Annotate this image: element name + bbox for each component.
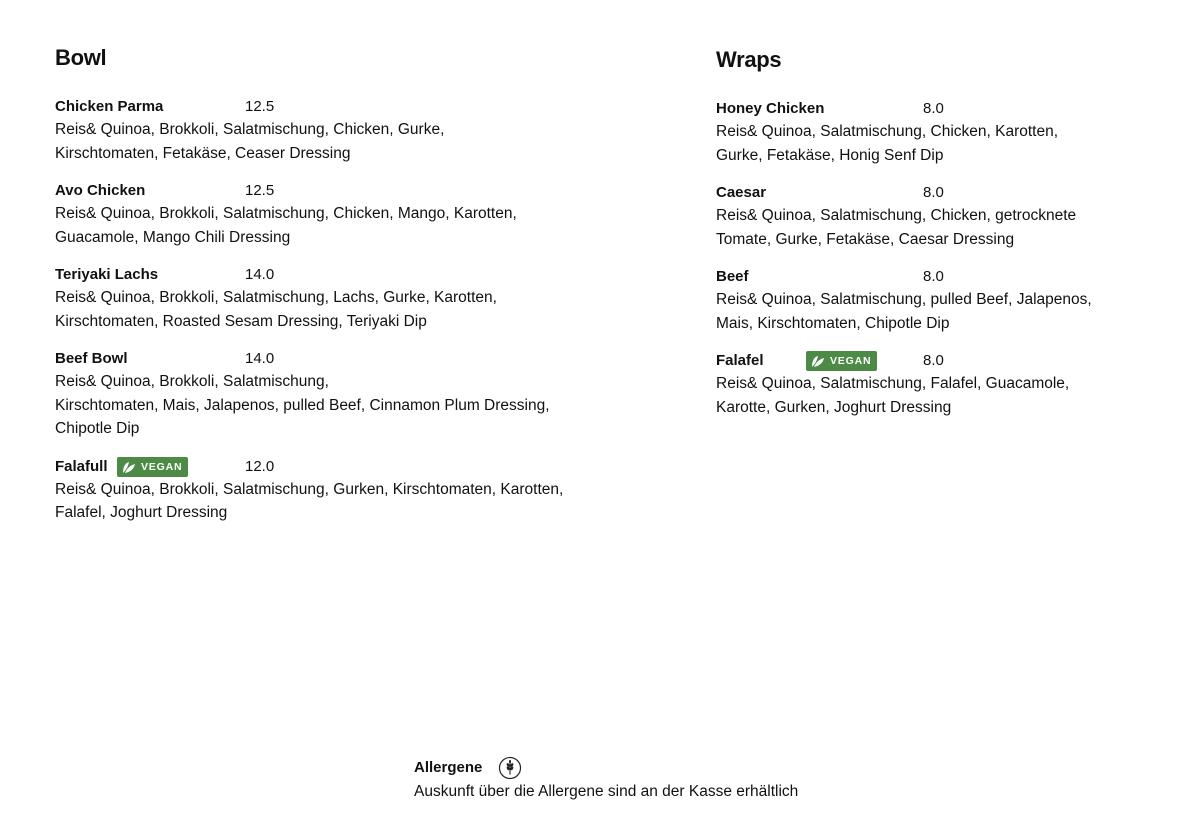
item-name: Beef — [716, 268, 749, 285]
item-name: Teriyaki Lachs — [55, 266, 159, 283]
vegan-badge-label: VEGAN — [141, 460, 183, 473]
item-description — [55, 370, 615, 441]
section-title-bowl: Bowl — [55, 45, 107, 70]
item-price: 12.0 — [245, 457, 275, 475]
description-line: Guacamole, Mango Chili Dressing — [55, 228, 291, 246]
menu-item-beef-bowl — [55, 348, 615, 441]
item-name: Chicken Parma — [55, 98, 164, 115]
description-line: Reis& Quinoa, Brokkoli, Salatmischung, Chicken, Mango, Karotten, — [55, 205, 517, 222]
description-line: Reis& Quinoa, Brokkoli, Salatmischung, Lachs, Gurke, Karotten, — [55, 289, 497, 306]
description-line: Reis& Quinoa, Salatmischung, Falafel, Guacamole, — [716, 375, 1070, 392]
item-description — [55, 286, 615, 333]
description-line: Gurke, Fetakäse, Honig Senf Dip — [716, 146, 944, 164]
menu-item-falafel — [716, 350, 1156, 419]
wraps-section — [716, 44, 1156, 434]
item-price: 8.0 — [923, 352, 944, 369]
item-name: Avo Chicken — [55, 182, 146, 199]
vegan-badge — [806, 351, 877, 371]
item-description — [716, 120, 1156, 167]
grain-icon — [498, 756, 522, 780]
item-price: 8.0 — [923, 184, 944, 201]
description-line: Reis& Quinoa, Brokkoli, Salatmischung, Chicken, Gurke, — [55, 121, 445, 138]
menu-item-avo-chicken — [55, 180, 615, 249]
menu-item-falafull — [55, 456, 615, 525]
item-description — [716, 288, 1156, 335]
description-line: Karotte, Gurken, Joghurt Dressing — [716, 398, 952, 416]
description-line: Tomate, Gurke, Fetakäse, Caesar Dressing — [716, 230, 1015, 248]
description-line: Falafel, Joghurt Dressing — [55, 504, 228, 521]
vegan-badge-label: VEGAN — [830, 355, 872, 367]
item-description — [55, 118, 615, 165]
leaf-icon — [811, 354, 825, 368]
bowl-section — [55, 44, 615, 540]
description-line: Reis& Quinoa, Brokkoli, Salatmischung, Gurken, Kirschtomaten, Karotten, — [55, 480, 564, 498]
menu-item-teriyaki-lachs — [55, 264, 615, 333]
vegan-badge — [117, 457, 188, 477]
menu-item-chicken-parma — [55, 96, 615, 165]
description-line: Reis& Quinoa, Salatmischung, pulled Beef, Jalapenos, — [716, 291, 1092, 308]
item-price: 8.0 — [923, 268, 944, 285]
description-line: Reis& Quinoa, Brokkoli, Salatmischung, — [55, 373, 329, 390]
item-name: Falafel — [716, 352, 764, 369]
item-price: 14.0 — [245, 350, 275, 367]
item-name: Beef Bowl — [55, 350, 128, 367]
allergen-info-text: Auskunft über die Allergene sind an der Kasse erhältlich — [414, 783, 799, 800]
description-line: Reis& Quinoa, Salatmischung, Chicken, Karotten, — [716, 123, 1059, 140]
item-price: 14.0 — [245, 266, 275, 283]
item-name: Falafull — [55, 457, 108, 475]
item-description — [55, 202, 615, 249]
description-line: Kirschtomaten, Mais, Jalapenos, pulled Beef, Cinnamon Plum Dressing, — [55, 396, 550, 414]
item-name: Caesar — [716, 184, 767, 201]
item-description — [55, 478, 615, 525]
item-price: 8.0 — [923, 100, 944, 117]
item-description — [716, 204, 1156, 251]
menu-item-caesar — [716, 182, 1156, 251]
description-line: Chipotle Dip — [55, 420, 140, 437]
description-line: Mais, Kirschtomaten, Chipotle Dip — [716, 314, 950, 332]
leaf-icon — [122, 460, 136, 474]
menu-item-honey-chicken — [716, 98, 1156, 167]
allergen-title: Allergene — [414, 759, 483, 776]
item-price: 12.5 — [245, 98, 275, 115]
item-description — [716, 372, 1156, 419]
menu-item-beef — [716, 266, 1156, 335]
description-line: Kirschtomaten, Fetakäse, Ceaser Dressing — [55, 144, 351, 162]
description-line: Reis& Quinoa, Salatmischung, Chicken, getrocknete — [716, 207, 1077, 224]
allergen-notice — [414, 756, 1014, 804]
item-price: 12.5 — [245, 182, 275, 199]
description-line: Kirschtomaten, Roasted Sesam Dressing, Teriyaki Dip — [55, 312, 427, 330]
item-name: Honey Chicken — [716, 100, 825, 117]
section-title-wraps: Wraps — [716, 47, 782, 72]
